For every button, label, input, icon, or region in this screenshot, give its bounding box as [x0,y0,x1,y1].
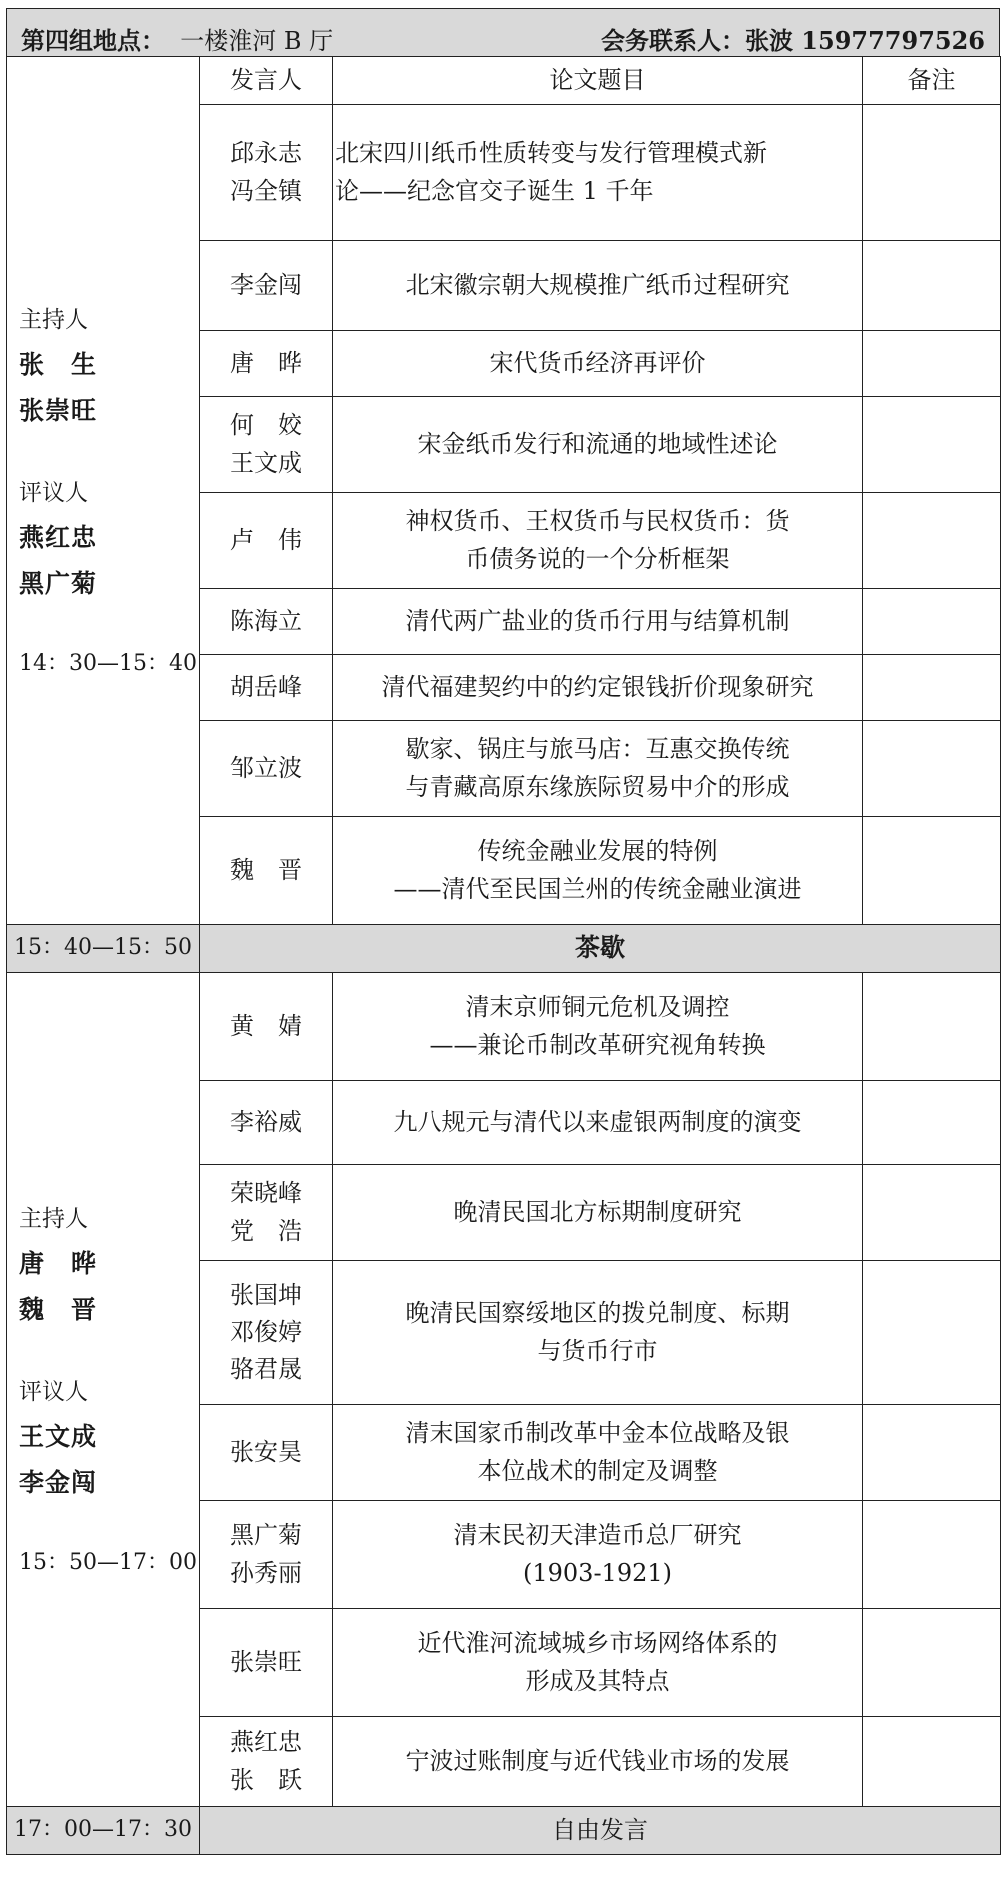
speaker-cell [200,721,333,817]
paper-title-line: 与青藏高原东缘族际贸易中介的形成 [405,772,790,801]
speaker-name: 张崇旺 [230,1647,302,1676]
paper-title-cell [333,241,863,331]
paper-title-line: 清末京师铜元危机及调控 [465,993,730,1022]
speaker-cell [200,1261,333,1405]
contact [601,21,985,56]
paper-title-cell [333,655,863,721]
speaker-name: 陈海立 [230,606,302,635]
break-time: 15：40—15：50 [7,925,200,973]
session2-host-name: 魏 晋 [19,1294,98,1324]
note-cell [863,1501,1001,1609]
speaker-name: 何 姣 [230,411,302,440]
paper-title-line: 近代淮河流域城乡市场网络体系的 [417,1629,778,1658]
paper-title-line: 币债务说的一个分析框架 [465,544,730,573]
speaker-name: 黑广菊 [230,1521,302,1550]
note-cell [863,105,1001,241]
session1-host-label: 主持人 [19,307,88,334]
speaker-name: 李裕威 [230,1107,302,1136]
speaker-name: 邱永志 [230,139,302,168]
session1-reviewer-label: 评议人 [19,479,88,506]
speaker-name: 李金闯 [230,270,302,299]
speaker-name: 冯全镇 [230,176,302,205]
paper-title-line: ——清代至民国兰州的传统金融业演进 [393,874,802,903]
contact-label: 会务联系人： [600,26,745,55]
session1-reviewer-name: 燕红忠 [19,522,98,552]
paper-title-cell [333,817,863,925]
speaker-name: 魏 晋 [230,855,302,884]
speaker-name: 荣晓峰 [230,1179,302,1208]
speaker-cell [200,1081,333,1165]
schedule-table [6,56,1001,1855]
speaker-name: 王文成 [230,448,302,477]
column-header-row [7,57,1001,105]
note-cell [863,655,1001,721]
paper-title-cell [333,105,863,241]
free-label: 自由发言 [200,1807,1001,1855]
paper-title-cell [333,1717,863,1807]
speaker-cell [200,817,333,925]
free-row [7,1807,1001,1855]
paper-title-line: 清代两广盐业的货币行用与结算机制 [405,606,790,635]
paper-title-line: 宋代货币经济再评价 [489,348,706,377]
speaker-name: 骆君晟 [230,1355,302,1384]
paper-title-cell [333,331,863,397]
break-row [7,925,1001,973]
column-title: 论文题目 [333,57,863,105]
paper-title-line: (1903-1921) [523,1558,672,1587]
speaker-cell [200,331,333,397]
speaker-name: 邹立波 [230,753,302,782]
note-cell [863,1717,1001,1807]
paper-title-cell [333,1501,863,1609]
location [21,21,333,56]
paper-title-line: 传统金融业发展的特例 [477,837,718,866]
speaker-cell [200,973,333,1081]
speaker-name: 孙秀丽 [230,1558,302,1587]
location-label: 第四组地点： [21,26,165,55]
speaker-cell [200,1165,333,1261]
speaker-cell [200,655,333,721]
paper-title-line: 九八规元与清代以来虚银两制度的演变 [393,1107,802,1136]
speaker-name: 张国坤 [230,1280,302,1309]
schedule-page [6,8,1000,1855]
speaker-name: 张安昊 [230,1437,302,1466]
break-label: 茶歇 [200,925,1001,973]
note-cell [863,1609,1001,1717]
speaker-cell [200,1717,333,1807]
column-note: 备注 [863,57,1001,105]
note-cell [863,721,1001,817]
session2-spacer [19,1336,199,1372]
note-cell [863,1081,1001,1165]
paper-title-line: 与货币行市 [537,1336,658,1365]
speaker-cell [200,397,333,493]
speaker-name: 黄 婧 [230,1011,302,1040]
session1-spacer [19,610,199,646]
note-cell [863,397,1001,493]
location-value: 一楼淮河 B 厅 [180,27,334,55]
paper-title-cell [333,589,863,655]
paper-title-line: 北宋四川纸币性质转变与发行管理模式新 [335,139,767,168]
paper-title-line: 歇家、锅庄与旅马店：互惠交换传统 [405,735,790,764]
paper-title-line: ——兼论币制改革研究视角转换 [429,1030,766,1059]
paper-title-cell [333,1081,863,1165]
paper-title-line: 形成及其特点 [525,1666,670,1695]
group-header [6,8,1000,56]
session2-reviewer-label: 评议人 [19,1378,88,1405]
paper-title-cell [333,973,863,1081]
note-cell [863,241,1001,331]
session2-row [7,973,1001,1081]
free-time: 17：00—17：30 [7,1807,200,1855]
column-speaker: 发言人 [200,57,333,105]
speaker-cell [200,105,333,241]
session2-info [7,973,200,1807]
session1-spacer [19,437,199,473]
paper-title-cell [333,397,863,493]
paper-title-line: 北宋徽宗朝大规模推广纸币过程研究 [405,270,790,299]
session1-time: 14：30—15：40 [19,650,197,676]
session2-reviewer-name: 李金闯 [19,1467,98,1497]
paper-title-cell [333,493,863,589]
paper-title-line: 宋金纸币发行和流通的地域性述论 [417,429,778,458]
paper-title-cell [333,1405,863,1501]
speaker-name: 胡岳峰 [230,672,302,701]
paper-title-cell [333,721,863,817]
speaker-name: 张 跃 [230,1765,302,1794]
paper-title-cell [333,1609,863,1717]
paper-title-line: 神权货币、王权货币与民权货币：货 [405,507,790,536]
paper-title-line: 宁波过账制度与近代钱业市场的发展 [405,1746,790,1775]
speaker-cell [200,589,333,655]
session2-time: 15：50—17：00 [19,1549,197,1575]
speaker-cell [200,493,333,589]
speaker-name: 唐 晔 [230,348,302,377]
paper-title-line: 清末民初天津造币总厂研究 [453,1521,742,1550]
paper-title-cell [333,1261,863,1405]
note-cell [863,1261,1001,1405]
paper-title-line: 论——纪念官交子诞生 1 千年 [335,176,654,205]
speaker-cell [200,241,333,331]
speaker-name: 卢 伟 [230,525,302,554]
note-cell [863,331,1001,397]
session2-host-name: 唐 晔 [19,1248,98,1278]
speaker-cell [200,1405,333,1501]
note-cell [863,973,1001,1081]
note-cell [863,493,1001,589]
session1-host-name: 张崇旺 [19,395,98,425]
paper-title-line: 清代福建契约中的约定银钱折价现象研究 [381,672,814,701]
session1-info [7,57,200,925]
paper-title-line: 晚清民国北方标期制度研究 [453,1197,742,1226]
paper-title-line: 清末国家币制改革中金本位战略及银 [405,1419,790,1448]
session2-host-label: 主持人 [19,1206,88,1233]
speaker-name: 燕红忠 [230,1728,302,1757]
session2-spacer [19,1509,199,1545]
paper-title-line: 本位战术的制定及调整 [477,1456,718,1485]
paper-title-line: 晚清民国察绥地区的拨兑制度、标期 [405,1299,790,1328]
contact-value: 张波 15977797526 [744,26,985,55]
session2-reviewer-name: 王文成 [19,1421,98,1451]
session1-host-name: 张 生 [19,349,98,379]
note-cell [863,1165,1001,1261]
note-cell [863,817,1001,925]
speaker-cell [200,1609,333,1717]
speaker-cell [200,1501,333,1609]
session1-reviewer-name: 黑广菊 [19,568,98,598]
paper-title-cell [333,1165,863,1261]
speaker-name: 邓俊婷 [230,1317,302,1346]
note-cell [863,589,1001,655]
note-cell [863,1405,1001,1501]
speaker-name: 党 浩 [230,1216,302,1245]
